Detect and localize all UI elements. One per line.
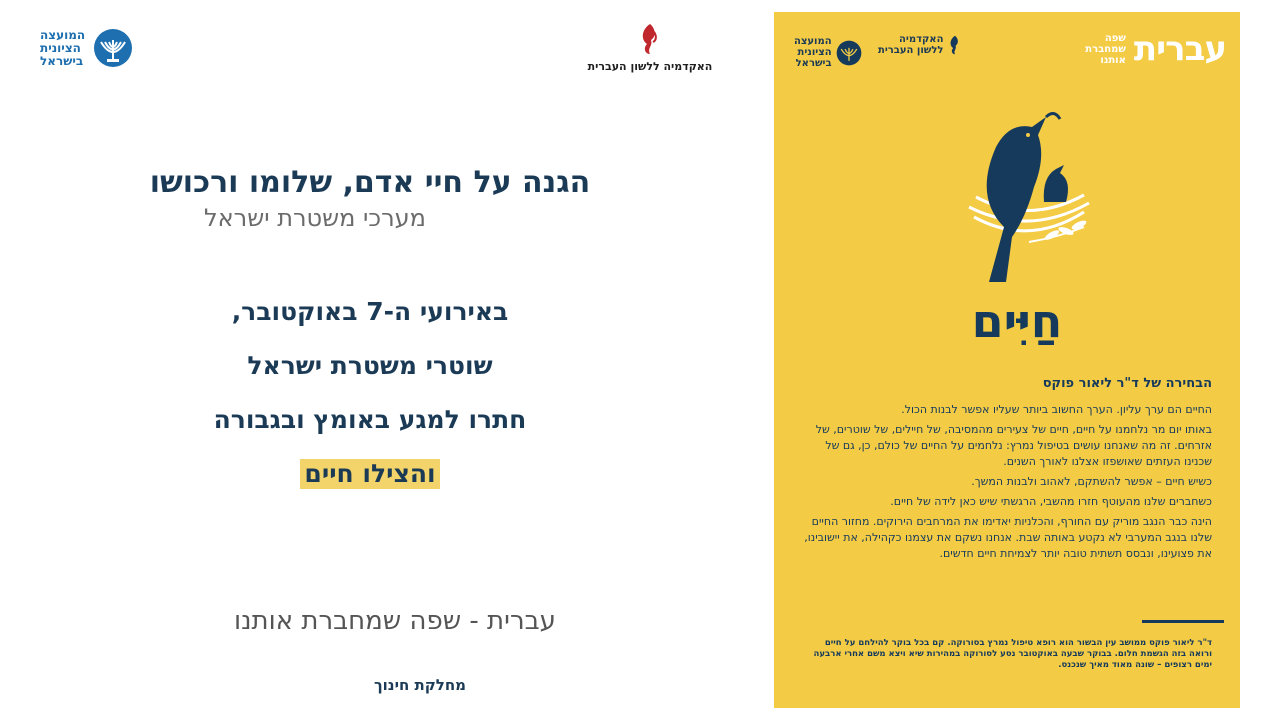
statement-line: חתרו למגע באומץ ובגבורה [213,405,527,434]
highlighted-text: והצילו חיים [300,459,439,489]
poster-academy-text [878,34,943,56]
poster-brand-logo [1085,29,1226,69]
zionist-line: הציונית [797,47,832,58]
poster-brand-sub [1085,33,1126,66]
poster-paragraph: הינה כבר הנגב מוריק עם החורף, והכלניות יאדימו את המרחבים הירוקים. מחזור החיים שלנו בנגב המערבי לא נקטע באותה שבת. אנחנו נשקם את עצמנו כקהילה, את יישובינו, את פצועינו, ונבסס תשתית טובה יותר לצמיחת חיים חדשים. [804,515,1212,560]
department-name: מחלקת חינוך [373,676,467,694]
poster-zionist-text [794,36,832,69]
bird-nest-illustration [934,107,1114,287]
tagline: עברית - שפה שמחברת אותנו [234,606,556,636]
academy-flame-icon [947,34,963,56]
poster-divider [1142,620,1224,623]
academy-line: ללשון העברית [878,45,944,56]
poster-paragraph: כשחברים שלנו מהעוטף חזרו מהשבי, הרגשתי שיש כאן לידה של חיים. [890,495,1212,508]
poster-paragraph: החיים הם ערך עליון. הערך החשוב ביותר שעליו אפשר לבנות הכול. [901,403,1212,416]
poster-choice-heading: הבחירה של ד"ר ליאור פוקס [1042,376,1212,391]
poster-brand-word: עברית [1133,29,1226,69]
academy-logo-text: האקדמיה ללשון העברית [587,60,713,73]
brand-sub-line: שפה [1104,32,1126,44]
zionist-line: המועצה [794,36,832,47]
brand-sub-line: אותנו [1100,54,1126,66]
academy-flame-icon [637,22,663,56]
statement-line: באירועי ה-7 באוקטובר, [231,297,509,326]
menorah-icon [836,40,862,66]
statement-highlight-line [120,454,620,508]
academy-logo [587,22,713,73]
poster-footnote: ד"ר ליאור פוקס ממושב עין הבשור הוא רופא טיפול נמרץ בסורוקה. קם בכל בוקר להילחם על חיים ורואה בזה הגשמת חלום. בבוקר שבעה באוקטובר נסע לסורוקה במהירות שיא ויצא משם אחרי ארבעה ימים רצופים – שונה מאוד מאיך שנכנס. [813,638,1212,670]
menorah-icon [93,28,133,68]
page-title: הגנה על חיי אדם, שלומו ורכושו [149,165,591,200]
poster-academy-logo [878,34,963,56]
zionist-council-logo [40,28,133,68]
statement [120,292,620,508]
statement-line: שוטרי משטרת ישראל [247,351,493,380]
poster-paragraph: באותו יום מר נלחמנו על חיים, חיים של צעירים מהמסיבה, של חיילים, של שוטרים, של אזרחים. זה מה שאנחנו עושים בטיפול נמרץ: נלחמים על החיים של כולם, כן, גם של שכנינו העזתים שאושפזו אצלנו לאורך השנים. [815,423,1212,468]
logo-line: המועצה [40,27,86,42]
poster-paragraph: כשיש חיים – אפשר להשתקם, לאהוב ולבנות המשך. [971,475,1212,488]
brand-sub-line: שמחברת [1085,43,1126,55]
poster [774,12,1240,708]
logo-line: בישראל [40,53,84,68]
academy-line: האקדמיה [899,34,944,45]
poster-word: חַיִּים [971,294,1063,348]
page-subtitle: מערכי משטרת ישראל [204,204,426,232]
zionist-council-logo-text [40,29,85,68]
poster-body [804,402,1212,566]
poster-zionist-logo [794,36,862,69]
logo-line: הציונית [40,40,81,55]
zionist-line: בישראל [795,58,832,69]
